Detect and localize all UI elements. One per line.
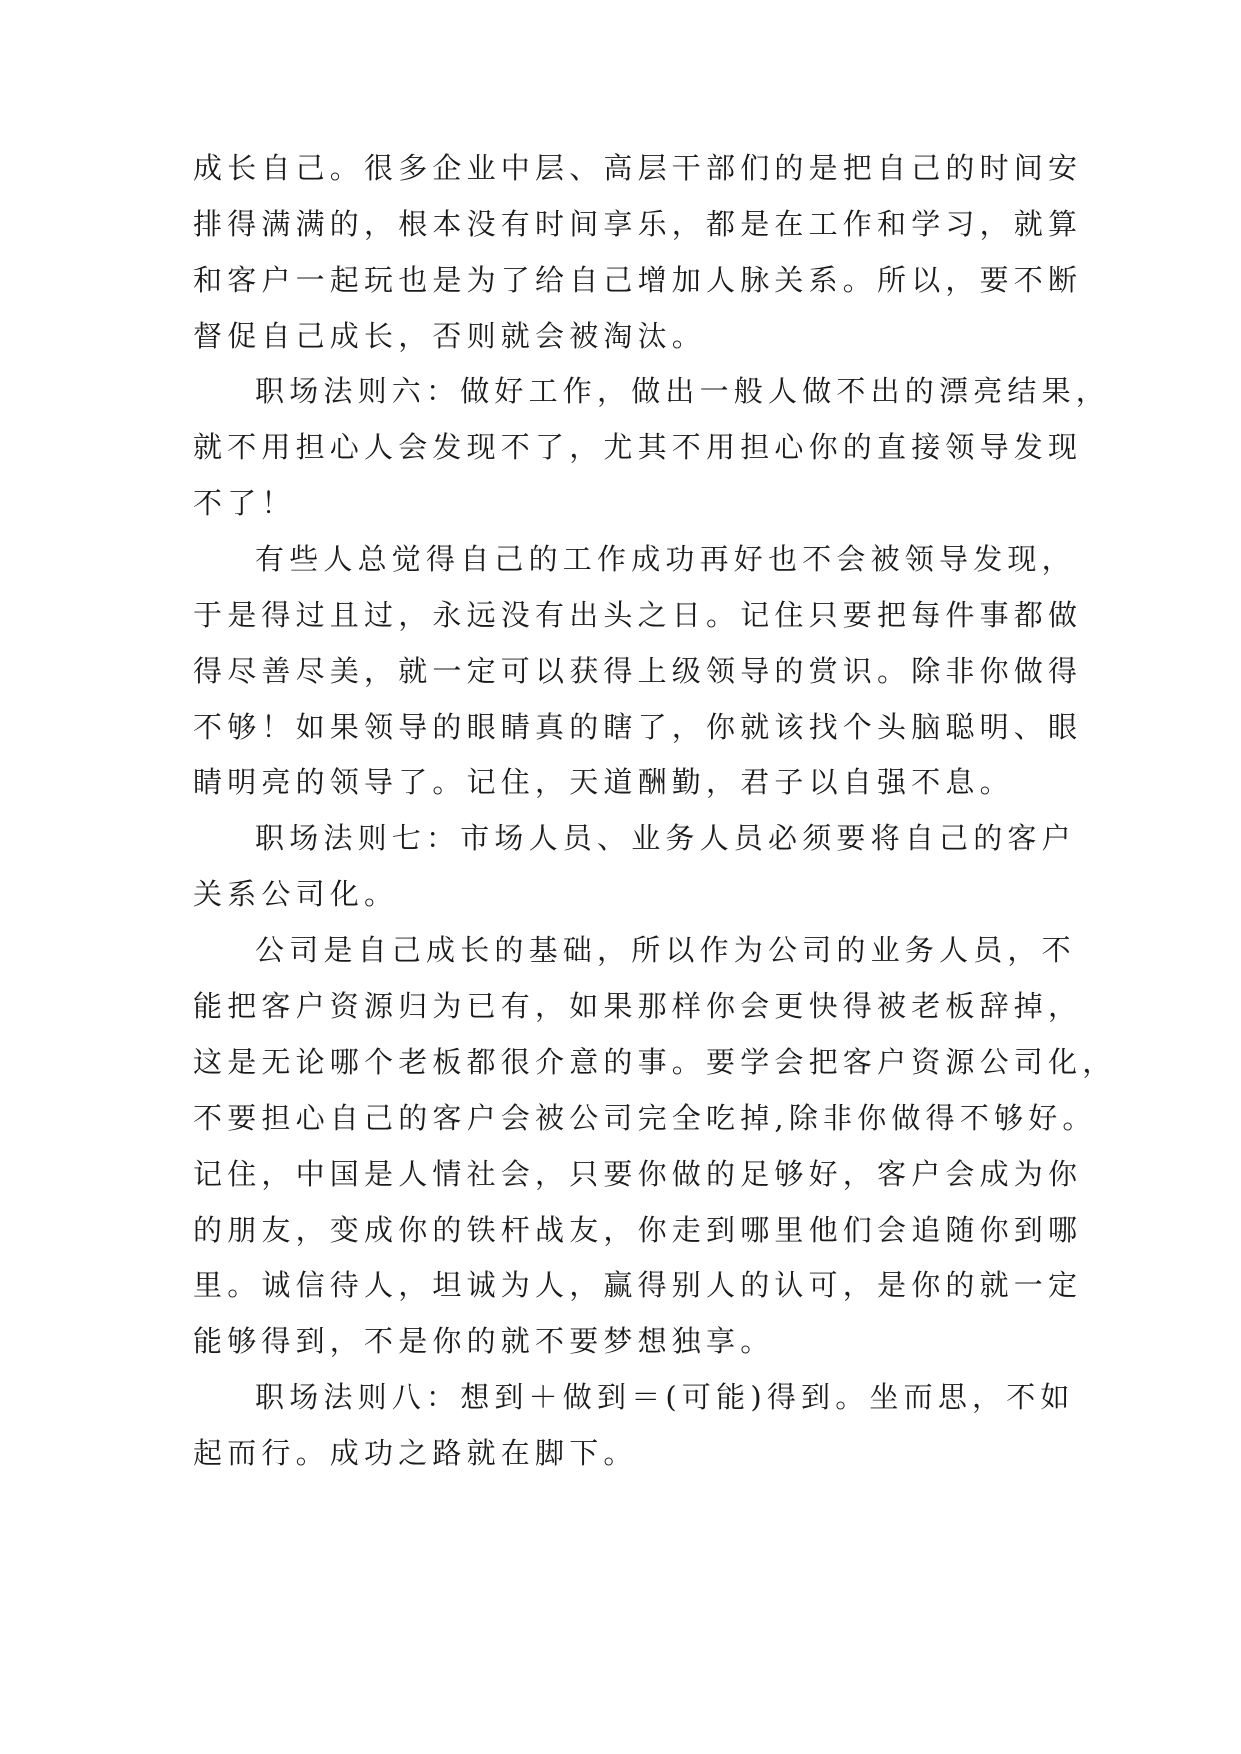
- text-line: 成长自己。很多企业中层、高层干部们的是把自己的时间安: [193, 151, 1083, 185]
- text-line: 起而行。成功之路就在脚下。: [193, 1436, 638, 1470]
- heading-rule-eight: 职场法则八：想到＋做到＝(可能)得到。坐而思，不如: [255, 1380, 1075, 1414]
- heading-rule-six: 职场法则六：做好工作，做出一般人做不出的漂亮结果，: [255, 374, 1111, 408]
- text-line: 能把客户资源归为已有，如果那样你会更快得被老板辞掉，: [193, 989, 1083, 1023]
- text-line: 能够得到，不是你的就不要梦想独享。: [193, 1324, 775, 1358]
- text-line: 睛明亮的领导了。记住，天道酬勤，君子以自强不息。: [193, 765, 1014, 799]
- text-line: 和客户一起玩也是为了给自己增加人脉关系。所以，要不断: [193, 263, 1083, 297]
- text-line: 这是无论哪个老板都很介意的事。要学会把客户资源公司化，: [193, 1045, 1117, 1079]
- text-line: 得尽善尽美，就一定可以获得上级领导的赏识。除非你做得: [193, 654, 1083, 688]
- heading-rule-seven: 职场法则七：市场人员、业务人员必须要将自己的客户: [255, 821, 1076, 855]
- text-line: 就不用担心人会发现不了，尤其不用担心你的直接领导发现: [193, 430, 1083, 464]
- paragraph-start: 有些人总觉得自己的工作成功再好也不会被领导发现，: [255, 542, 1076, 576]
- paragraph-start: 公司是自己成长的基础，所以作为公司的业务人员，不: [255, 933, 1076, 967]
- text-line: 里。诚信待人，坦诚为人，赢得别人的认可，是你的就一定: [193, 1268, 1083, 1302]
- text-line: 不了！: [193, 486, 296, 520]
- text-line: 不够！如果领导的眼睛真的瞎了，你就该找个头脑聪明、眼: [193, 710, 1083, 744]
- text-line: 不要担心自己的客户会被公司完全吃掉,除非你做得不够好。: [193, 1101, 1097, 1135]
- text-line: 督促自己成长，否则就会被淘汰。: [193, 319, 707, 353]
- text-line: 于是得过且过，永远没有出头之日。记住只要把每件事都做: [193, 598, 1083, 632]
- text-line: 记住，中国是人情社会，只要你做的足够好，客户会成为你: [193, 1157, 1083, 1191]
- text-line: 的朋友，变成你的铁杆战友，你走到哪里他们会追随你到哪: [193, 1213, 1083, 1247]
- text-line: 关系公司化。: [193, 877, 399, 911]
- text-line: 排得满满的，根本没有时间享乐，都是在工作和学习，就算: [193, 207, 1083, 241]
